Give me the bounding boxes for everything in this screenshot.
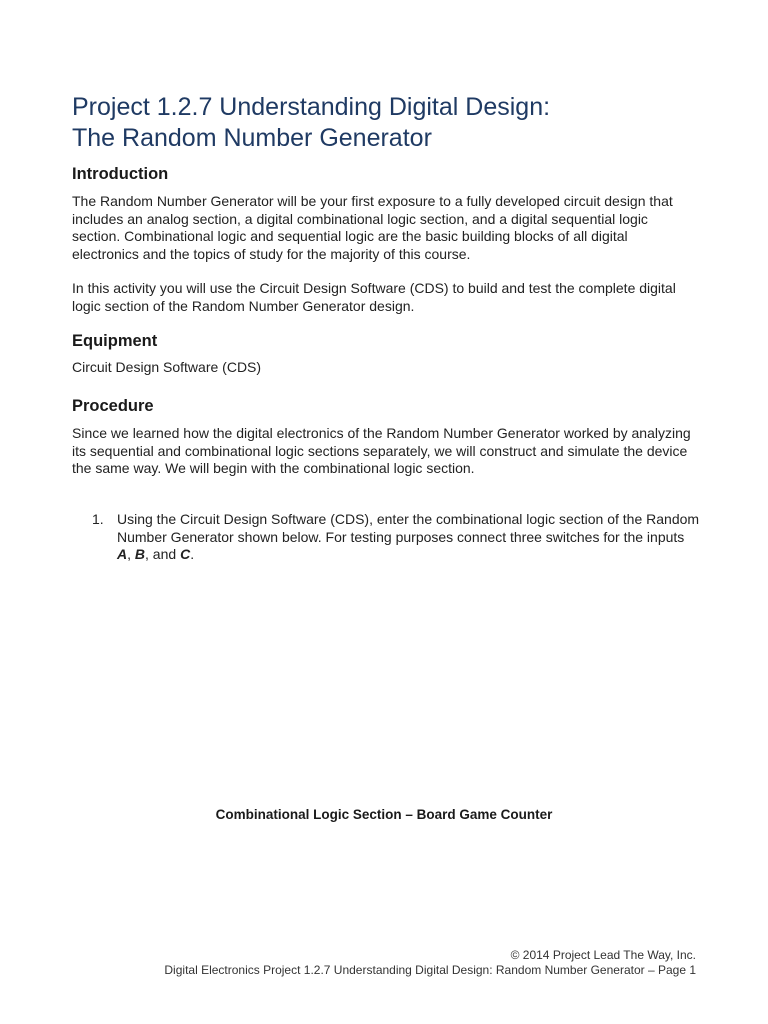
introduction-heading: Introduction <box>72 165 169 183</box>
figure-caption: Combinational Logic Section – Board Game Counter <box>215 807 553 822</box>
equipment-heading: Equipment <box>72 332 158 350</box>
step-separator-1: , <box>127 546 135 562</box>
input-a-label: A <box>117 546 128 562</box>
step-text-before: Using the Circuit Design Software (CDS), enter the combinational logic section of the Random Number Generator shown below. For testing purposes connect three switches for the inputs <box>117 511 700 545</box>
step-text-after: . <box>190 546 195 562</box>
introduction-paragraph-1: The Random Number Generator will be your first exposure to a fully developed circuit design that includes an analog section, a digital combinational logic section, and a digital sequential logic section. Combinational logic and sequential logic are the basic building blocks of all digital electronics and the topics of study for the majority of this course. <box>72 193 673 262</box>
title-line-2: The Random Number Generator <box>72 124 432 152</box>
footer-copyright: © 2014 Project Lead The Way, Inc. <box>510 948 696 962</box>
procedure-heading: Procedure <box>72 397 154 415</box>
title-line-1: Project 1.2.7 Understanding Digital Design: <box>72 93 551 121</box>
equipment-item: Circuit Design Software (CDS) <box>72 359 262 375</box>
input-c-label: C <box>180 546 191 562</box>
introduction-paragraph-2: In this activity you will use the Circuit Design Software (CDS) to build and test the complete digital logic section of the Random Number Generator design. <box>72 280 676 314</box>
procedure-paragraph: Since we learned how the digital electronics of the Random Number Generator worked by analyzing its sequential and combinational logic sections separately, we will construct and simulate the device the same way. We will begin with the combinational logic section. <box>72 425 691 476</box>
input-b-label: B <box>134 546 146 562</box>
step-text <box>117 511 702 564</box>
step-separator-2: , and <box>145 546 181 562</box>
procedure-step-1 <box>92 511 702 564</box>
step-number: 1. <box>92 511 104 527</box>
footer-page-line: Digital Electronics Project 1.2.7 Understanding Digital Design: Random Number Generator – Page 1 <box>164 963 696 977</box>
page-title <box>72 92 712 154</box>
